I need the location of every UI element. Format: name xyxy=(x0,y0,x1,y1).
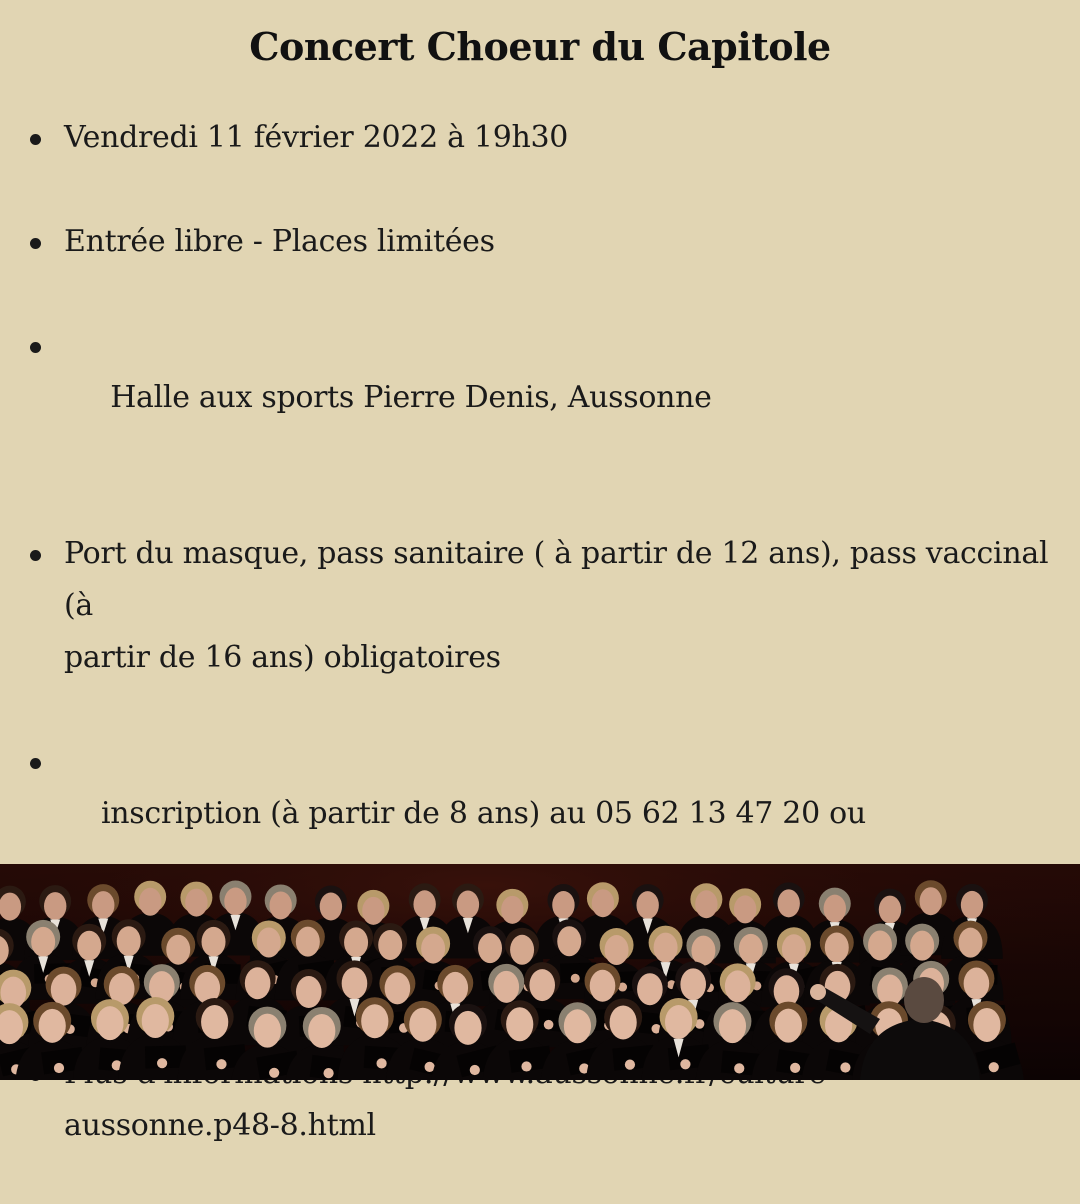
choir-photo xyxy=(0,864,1080,1080)
singer-face xyxy=(362,897,384,925)
singer-hand xyxy=(790,1063,800,1073)
conductor-hand xyxy=(810,984,826,1000)
singer-face xyxy=(564,1009,591,1043)
singer-face xyxy=(506,1007,533,1041)
singer-face xyxy=(201,1005,228,1039)
singer-hand xyxy=(470,1065,480,1075)
singer-face xyxy=(605,935,629,965)
singer-face xyxy=(734,895,756,923)
singer-face xyxy=(454,1011,481,1045)
singer-face xyxy=(665,1005,692,1039)
singer-face xyxy=(296,976,322,1008)
singer-hand xyxy=(571,974,580,983)
singer-hand xyxy=(376,1058,386,1068)
singer-face xyxy=(202,927,226,957)
singer-face xyxy=(44,892,66,920)
singer-hand xyxy=(989,1062,999,1072)
singer-face xyxy=(529,969,555,1001)
singer-face xyxy=(552,891,574,919)
singer-face xyxy=(96,1006,123,1040)
singer-face xyxy=(610,1005,637,1039)
singer-face xyxy=(961,891,983,919)
list-item-entry xyxy=(0,216,1080,268)
singer-face xyxy=(457,891,479,919)
singer-face xyxy=(77,931,101,961)
singer-face xyxy=(910,931,934,961)
conductor-head xyxy=(904,977,944,1023)
singer-hand xyxy=(54,1063,64,1073)
singer-face xyxy=(920,887,942,915)
singer-face xyxy=(557,926,581,956)
singer-face xyxy=(680,968,706,1000)
singer-face xyxy=(478,933,502,963)
venue-text: Halle aux sports Pierre Denis, Aussonne xyxy=(100,380,712,415)
singer-face xyxy=(166,935,190,965)
health-text-line2: partir de 16 ans) obligatoires xyxy=(64,640,501,675)
singer-face xyxy=(442,972,468,1004)
singer-face xyxy=(958,928,982,958)
singer-face xyxy=(257,927,281,957)
singer-face xyxy=(344,927,368,957)
singer-face xyxy=(361,1004,388,1038)
singer-hand xyxy=(680,1059,690,1069)
singer-face xyxy=(973,1008,1000,1042)
singer-face xyxy=(695,890,717,918)
registration-text-line1: inscription (à partir de 8 ans) au 05 62 13 47 20 ou xyxy=(100,796,866,831)
singer-face xyxy=(245,967,271,999)
singer-face xyxy=(691,936,715,966)
more-info-link-continued[interactable]: aussonne.p48-8.html xyxy=(64,1108,376,1143)
singer-face xyxy=(590,970,616,1002)
singer-face xyxy=(654,933,678,963)
singer-hand xyxy=(544,1020,554,1030)
singer-face xyxy=(510,935,534,965)
singer-face xyxy=(51,974,77,1006)
singer-face xyxy=(117,926,141,956)
singer-face xyxy=(413,890,435,918)
singer-face xyxy=(725,970,751,1002)
singer-face xyxy=(775,1009,802,1043)
date-text: Vendredi 11 février 2022 à 19h30 xyxy=(64,120,569,155)
singer-face xyxy=(739,934,763,964)
poster-title: Concert Choeur du Capitole xyxy=(249,24,831,69)
singer-face xyxy=(637,973,663,1005)
singer-hand xyxy=(216,1059,226,1069)
singer-face xyxy=(31,927,55,957)
health-text-line1: Port du masque, pass sanitaire ( à partir de 12 ans), pass vaccinal (à xyxy=(64,536,1049,623)
list-item-health-requirements xyxy=(0,528,1080,684)
singer-face xyxy=(636,891,658,919)
singer-face xyxy=(342,967,368,999)
singer-face xyxy=(320,893,342,921)
singer-face xyxy=(409,1008,436,1042)
singer-hand xyxy=(521,1061,531,1071)
singer-face xyxy=(493,971,519,1003)
singer-hand xyxy=(734,1063,744,1073)
singer-face xyxy=(777,889,799,917)
singer-face xyxy=(269,891,291,919)
singer-face xyxy=(421,934,445,964)
singer-hand xyxy=(625,1060,635,1070)
singer-hand xyxy=(157,1058,167,1068)
singer-face xyxy=(142,1004,169,1038)
singer-face xyxy=(782,934,806,964)
singer-face xyxy=(296,927,320,957)
singer-face xyxy=(964,968,990,1000)
singer-face xyxy=(868,930,892,960)
singer-face xyxy=(501,896,523,924)
singer-face xyxy=(224,888,246,916)
singer-face xyxy=(92,891,114,919)
singer-face xyxy=(378,930,402,960)
singer-face xyxy=(185,889,207,917)
singer-face xyxy=(308,1014,335,1048)
singer-face xyxy=(39,1009,66,1043)
singer-hand xyxy=(323,1068,333,1078)
singer-face xyxy=(139,888,161,916)
entry-text: Entrée libre - Places limitées xyxy=(64,224,495,259)
singer-hand xyxy=(269,1068,279,1078)
list-item-venue xyxy=(0,320,1080,476)
singer-face xyxy=(824,895,846,923)
choir-illustration xyxy=(0,864,1080,1080)
singer-face xyxy=(879,896,901,924)
singer-face xyxy=(385,972,411,1004)
singer-hand xyxy=(840,1062,850,1072)
singer-face xyxy=(254,1014,281,1048)
singer-face xyxy=(825,933,849,963)
list-item-date xyxy=(0,112,1080,164)
singer-face xyxy=(719,1009,746,1043)
singer-face xyxy=(592,889,614,917)
